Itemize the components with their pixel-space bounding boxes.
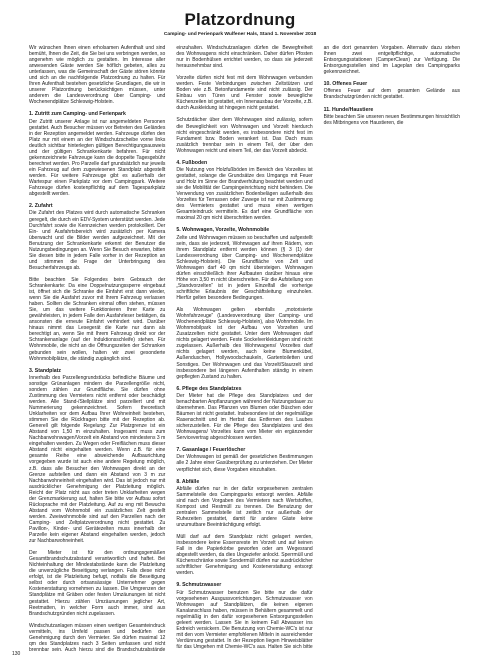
section-paragraph: Zelte und Wohnwagen müssen so beschaffen und aufgestellt sein, dass sie jederzeit, Wohnwagen auf ihren Rädern, von ihrem Standplatz entfernt werden können (§ 3 (1) der Landesverordnung über Camping- und Wochenendplätze Schleswig-Holstein). Die Grundfläche von Zelt und Wohnwagen darf 40 qm nicht übersteigen. Wohnwagen dürfen einschließlich ihrer Aufbauten darüber hinaus eine Höhe von 3,50 m nicht überschreiten. Für die Aufstellung von „Standvorzelten“ ist in jedem Einzelfall die vorherige schriftliche Erlaubnis der Geschäftsleitung einzuholen. Hierfür gelten besondere Bedingungen. — [176, 234, 313, 302]
section-paragraph: Der Mieter ist für den ordnungsgemäßen Gesamtbrandschutzabstand verantwortlich und haftet. Bei Nichteinhaltung der Mindestabstände kann die Platzleitung die unverzügliche Beseitigung verlangen. Falls diese nicht erfolgt, ist die Platzleitung befugt, notfalls die Beseitigung selbst oder durch ortsansässige Unternehmer gegen Kostenerstattung vornehmen zu lassen. Die Umgrenzen der Standplätze mit Gräben oder festen Umzäunungen ist nicht gestattet. Hierzu zählen Umzäunungen jeglicher Art, Reetmatten, in welcher Form auch immer, sind aus Brandschutzgründen nicht zugelassen. — [29, 550, 166, 617]
section-heading: 2. Zufahrt — [29, 203, 53, 210]
section-paragraph: Die Nutzung von Holzfußböden im Bereich des Vorzeltes ist gestattet, solange die Grundsätze des Umgangs mit Feuer und Holz im Sinne der Brandverhütung beachtet werden und sie die Mobilität der Campingeinrichtung nicht behindern. Die Verwendung von zusätzlichen Bodenbelägen außerhalb des Vorzeltes für Terrassen oder Zuwege ist nur mit Zustimmung des Vermieters gestattet und muss einen wertigen Gesamteindruck vermitteln. Es darf eine Grundfläche von maximal 20 qm nicht überschritten werden. — [176, 166, 313, 222]
section-heading: 1. Zutritt zum Camping- und Ferienpark — [29, 111, 126, 118]
section-paragraph: Der Wohnwagen ist gemäß der gesetzlichen Bestimmungen alle 2 Jahre einer Gasüberprüfung zu unterziehen. Der Mieter verpflichtet sich, diese Vorgaben einzuhalten. — [176, 454, 313, 473]
section-paragraph: Bitte beachten Sie Folgendes beim Gebrauch der Schrankenkarte: Da eine Doppelnutzungssperre eingebaut ist, öffnet sich die Schranke die Einfahrt erst dann wieder, wenn Sie die Ausfahrt zuvor mit Ihrem Fahrzeug verlassen haben. Sollten die Schranken einmal offen stehen, müssen Sie, um das weitere Funktionieren Ihrer Karte zu gewährleisten, in jedem Falle den Ausfahrleser betätigen, da ansonsten die erneute Einfahrt verhindert wird. Darüber hinaus nimmt das Lesegerät die Karte nur dann als berechtigt an, wenn Sie mit Ihrem Fahrzeug direkt vor der Schrankenanlage (auf der Induktionsschleife) stehen. Für Wohnmobile, die nicht an die Öffnungszeiten der Schranken gebunden sein wollen, halten wir zwei gesonderte Wohnmobilplätze, die ständig zugänglich sind. — [29, 276, 166, 362]
section-paragraph: Windschutzanlagen müssen einen wertigen Gesamteindruck vermitteln, ins Umfeld passen und bedürfen der Genehmigung durch den Vermieter. Sie dürfen maximal 12 qm des Standplatzes nach 3 Seiten umfassen und nicht brennbar sein. Auch hierzu sind die Brandschutzabstände einzuhalten. Windschutzanlagen dürfen die Bewegfreiheit des Wohnwagens nicht einschränken. Daher dürfen Pfosten nur in Bodenhülsen errichtet werden, so dass sie jederzeit herausnehmbar sind. — [29, 45, 313, 653]
page-number: 130 — [12, 651, 21, 657]
section-paragraph: Innerhalb des Parzellengrundstücks befindliche Bäume und sonstige Grünanlagen mindern die Parzellengröße nicht, sondern zählen zur Grundfläche. Sie dürfen ohne Zustimmung des Vermieters nicht entfernt oder beschädigt werden. Alle Stand-/Stellplätze sind parzelliert und mit Nummerierung gekennzeichnet. Sofern theoretisch Unklarheiten vor dem Aufbau Ihrer Wohneinheit bestehen, stimmen Sie die Rückfragen bitte mit der Rezeption ab. Generell gilt folgende Regelung: Zur Platzgrenze ist ein Abstand von 1,50 m einzuhalten. Insgesamt muss zum Nachbarwohnwagen/Vorzelt ein Abstand von mindestens 3 m eingehalten werden. Zu Wegen oder Freiflächen muss dieser Abstand nicht eingehalten werden. Wenn z.B. für eine gesamte Reihe eine abweichende Aufbaurichtung vorgegeben wurde ist auch eine andere Regelung möglich, z.B. dass alle Besucher den Wohnwagen direkt an der Grenze aufstellen und dann ein Abstand von 3 m zur Nachbarwohneinheit eingehalten wird. Das ist jedoch nur mit ausdrücklicher Genehmigung der Platzleitung möglich. Reicht der Platz nicht aus oder treten Unklarheiten wegen der Grenzmarkierung auf, halten Sie bitte vor Aufbau sofort Rücksprache mit der Platzleitung. Auf zu eng mit Bewuchs Abstand vom Wohnmobil ein zusätzliches Zelt gestellt werden. Zweiwohnmobile sind auf den Parzellen nach der Camping- und Zeltplatzverordnung nicht gestattet. Zu Pavillon-, Kinder- und Gerätezelten muss innerhalb der Parzelle kein eigener Abstand eingehalten werden, jedoch zur Nachbarwohneinheit. — [29, 374, 166, 545]
section-paragraph: Als Wohnwagen gelten ebenfalls „motorisierte Wohnfahrzeuge“ (Landesverordnung über Camping- und Wochenendplätze Schleswig-Holstein), also Wohnmobile. Im Wohnmobilpark ist der Aufbau von Vorzelten und Zusatzzelten nicht gestattet. Unter dem Wohnwagen darf nichts gelagert werden. Feste Sockelverkleidungen sind nicht zugelassen. Außerhalb des Wohnwagens/ Vorzeltes darf nichts gelagert werden, auch keine Blumenkübel, Außenduschen, Hollywoodschaukeln, Gartentoiletten und Sonstiges. Der Wohnwagen und das Vorzelt/Staurzelt sind insbesondere bei längeren Aufenthalten ständig in einem gepflegten Zustand zu halten. — [176, 307, 313, 380]
section-paragraph: Der Zutritt unserer Anlage ist nur angemeldeten Personen gestattet. Auch Besucher müssen vor Betreten des Geländes in der Rezeption angemeldet werden. Fahrzeuge dürfen den Platz nur mit einem an der Windschutzscheibe vorne links deutlich sichtbar hinterlegten gültigen Berechtigungsausweis und der gültigen Schrankenkarte befahren. Für nicht gekennzeichnete Fahrzeuge kann die doppelte Tagesgebühr berechnet werden. Pro Parzelle darf grundsätzlich nur jeweils ein Fahrzeug auf dem zugewiesenen Standplatz abgestellt werden. Für weitere Fahrzeuge gibt es außerhalb der Wartespur einen Parkplatz vor dem Campingpark. Weitere Fahrzeuge dürfen kostenpflichtig auf dem Tagesparkplatz abgestellt werden. — [29, 118, 166, 198]
section-paragraph: Abfälle dürfen nur in der dafür vorgesehenen zentralen Sammelstelle des Campingparks entsorgt werden. Abfälle sind nach den Vorgaben des Vermieters nach Wertstoffen, Kompost und Restmüll zu trennen. Die Benutzung der zentralen Sammelstelle ist zeitlich nur außerhalb der Ruhezeiten gestattet, damit für andere Gäste keine unzumutbare Beeinträchtigung erfolgt. — [176, 485, 313, 529]
section-heading: 11. Hunde/Haustiere — [323, 106, 374, 113]
section-paragraph: Vorzelte dürfen nicht fest mit dem Wohnwagen verbunden werden. Feste Verbindungen zwischen Zeltstützen und Boden wie z.B. Betonfundamente sind nicht zulässig. Der Einbau von Türen und Fenster sowie bewegliche Küchenzeilen ist gestattet, ein Innenausbau der Vorzelte, z.B. durch Auskleidung ist hingegen nicht gestattet. — [176, 75, 313, 112]
section-heading: 7. Gasanlage / Feuerlöscher — [176, 447, 246, 454]
section-heading: 4. Fußboden — [176, 159, 208, 166]
intro-paragraph: Wir wünschen Ihnen einen erholsamen Aufenthalt und sind bemüht, Ihnen die Zeit, die Sie bei uns verbringen werden, so angenehm wie möglich zu gestalten. Im Interesse aller anwesenden Gäste werden Sie höflich gebeten, alles zu unterlassen, was die Gemeinschaft der Gäste stören könnte und sich an die nachfolgende Platzordnung zu halten. Für Ihren Aufenthalt bestehen gesetzliche Grundlagen, die wir in unserer Platzordnung berücksichtigen müssen, unter anderem die Landesverordnung über Camping- und Wochenendplätze Schleswig-Holstein. — [29, 45, 166, 106]
section-heading: 9. Schmutzwasser — [176, 582, 222, 589]
section-heading: 3. Standplatz — [29, 367, 61, 374]
section-paragraph: Bitte beachten Sie unseren neuen Bestimmungen hinsichtlich des Mitbringens von Haustieren, die — [323, 113, 460, 126]
section-paragraph: Offenes Feuer auf dem gesamten Gelände aus Brandschutzgründen nicht gestattet. — [323, 88, 460, 101]
page-title: Platzordnung — [184, 10, 296, 29]
section-paragraph: Müll darf auf dem Standplatz nicht gelagert werden, insbesondere keine Essensreste im Vorzelt und auf keinen Fall in die Papierkörbe geworfen oder am Wegesrand abgestellt werden, da dies Ungeziefer anlockt. Sperrmüll und Küchenschränke sowie Sondermüll dürfen nur ausdrücklicher schriftlicher Genehmigung und Kostenerstattung entsorgt werden. — [176, 534, 313, 577]
section-heading: 8. Abfälle — [176, 478, 200, 485]
section-paragraph: Für Schmutzwasser benutzen Sie bitte nur die dafür vorgesehenen Ausgussvorrichtungen. Schmutzwasser von Wohnwagen auf Standplätzen, die keinen eigenen Kanalanschluss haben, müssen in Behältern gesammelt und regelmäßig in den dafür vorgesehenen Entsorgungsstellen geleert werden. Lassen Sie in keinem Fall Abwasser ins Erdreich versickern. Die Benutzung von Chemie-WC's ist nur mit den vom Vermieter empfohlenen Mitteln in ausreichender Verdünnung gestattet. In der Rezeption liegen Hinweisblätter für das Umgehen mit Chemie-WC's aus. Halten Sie sich bitte an die dort genannten Vorgaben. Alternativ dazu stehen Ihnen zwei entgeltpflichtige, automatische Entsorgungsstationen (CamperClean) zur Verfügung. Die Entsorgungsstellen sind im Lageplan des Campingparks gekennzeichnet. — [176, 45, 460, 651]
section-paragraph: Schutzdächer über dem Wohnwagen sind zulässig, sofern die Beweglichkeit von Wohnwagen und Vorzelt hierdurch nicht eingeschränkt werden, es insbesondere nicht fest im Fundament bzw. Boden verankert ist. Das Dach muss zusätzlich trennbar sein in einem Teil, der über den Wohnwagen reicht und einem Teil, der das Vorzelt abdeckt. — [176, 117, 313, 154]
section-heading: 5. Wohnwagen, Vorzelte, Wohnmobile — [176, 227, 270, 234]
section-heading: 6. Pflege des Standplatzes — [176, 385, 242, 392]
page-subtitle: Camping- und Ferienpark Wulfener Hals, Stand 1. November 2018 — [163, 32, 317, 37]
section-paragraph: Die Zufahrt des Platzes wird durch automatische Schranken geregelt, die durch ein EDV-System unterstützt werden. Jede Durchfahrt sowie die Kennzeichen werden protokolliert. Der Ein- und Ausfahrtsbereich wird zusätzlich per Kamera überwacht und die Bilder werden aufgezeichnet. Mit der Benutzung der Schrankenkarte erkennt der Benutzer die Nutzungsbedingungen an. Wenn Sie Besuch erwarten, bitten Sie diesen bitte in jedem Falle vorher in der Rezeption an und stimmen die Frage der Unterbringung des Besucherfahrzeugs ab. — [29, 210, 166, 271]
section-heading: 10. Offenes Feuer — [323, 81, 368, 88]
document-body — [29, 45, 460, 653]
section-paragraph: Der Mieter hat die Pflege des Standplatzes und der benachbarten Anpflanzungen während der Nutzungsdauer zu übernehmen. Das Pflanzen von Blumen oder Büschen oder Bäumen ist nicht gestattet. Insbesondere ist der regelmäßige Rasenschnitt und im Herbst das Entfernen des Laubes sicherzustellen. Für die Pflege des Standplatzes und des Wohnwagens/ Vorzeltes kann vom Mieter ein ergänzender Servicevertrag abgeschlossen werden. — [176, 392, 313, 442]
